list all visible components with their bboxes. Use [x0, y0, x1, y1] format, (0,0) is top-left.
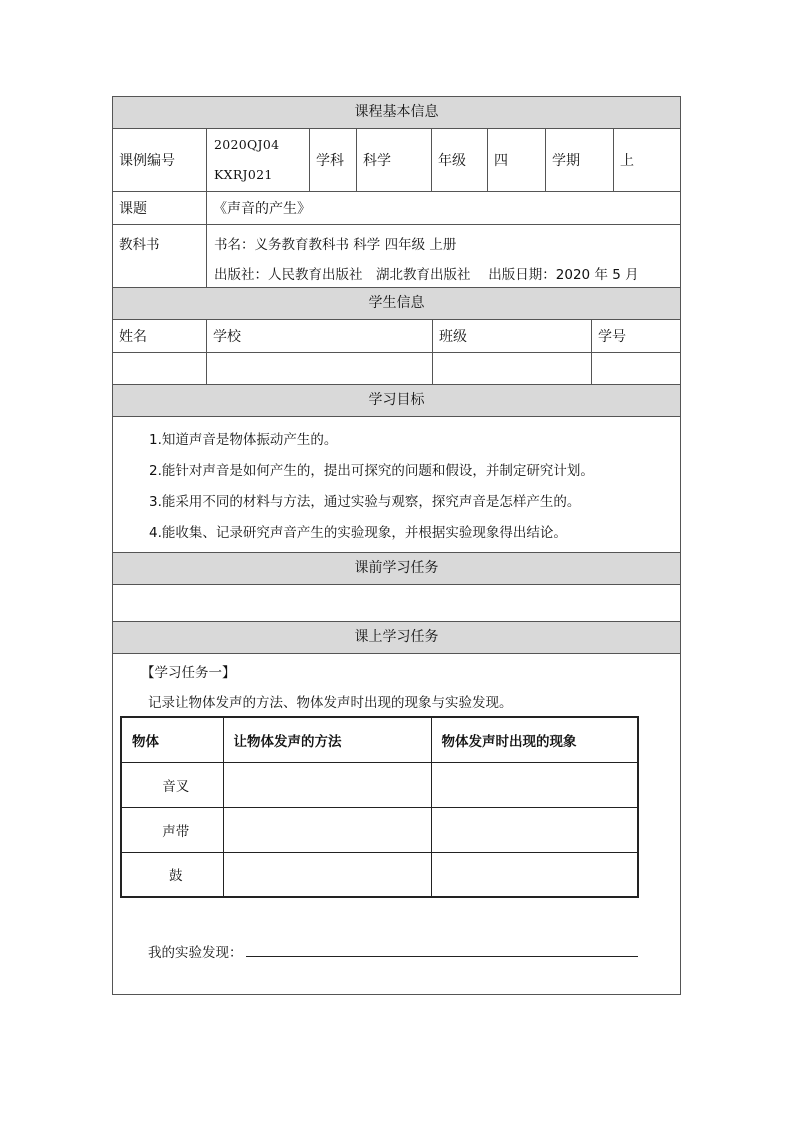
class-label: 班级: [433, 320, 592, 352]
textbook-label-cell: [113, 225, 207, 287]
topic-row: [113, 192, 680, 225]
pre-class-task-area[interactable]: [113, 585, 680, 622]
case-no-label: 课例编号: [113, 129, 207, 191]
subject-value: 科学: [357, 129, 432, 191]
name-label: 姓名: [113, 320, 207, 352]
table-row: [121, 852, 638, 897]
header-object: 物体: [121, 717, 223, 762]
goals-block: [113, 417, 680, 553]
topic-value: 《声音的产生》: [213, 201, 311, 217]
textbook-line2: 出版社：人民教育出版社 湖北教育出版社 出版日期：2020 年 5 月: [214, 267, 639, 283]
student-labels-row: [113, 320, 680, 353]
student-values-row: [113, 353, 680, 385]
term-label: 学期: [546, 129, 614, 191]
case-no-line1: 2020QJ04: [214, 137, 280, 152]
method-cell[interactable]: [223, 852, 431, 897]
phenomenon-cell[interactable]: [431, 807, 638, 852]
phenomenon-cell[interactable]: [431, 762, 638, 807]
goal-item: 4.能收集、记录研究声音产生的实验现象，并根据实验现象得出结论。: [149, 525, 567, 541]
method-cell[interactable]: [223, 807, 431, 852]
textbook-line1: 书名：义务教育教科书 科学 四年级 上册: [214, 237, 457, 253]
goal-item: 2.能针对声音是如何产生的，提出可探究的问题和假设，并制定研究计划。: [149, 463, 594, 479]
textbook-row: [113, 225, 680, 288]
object-cell: 音叉: [121, 762, 223, 807]
record-table: [120, 716, 639, 898]
goal-item: 1.知道声音是物体振动产生的。: [149, 432, 338, 448]
student-id-label: 学号: [598, 329, 626, 345]
section-header-student: 学生信息: [113, 288, 680, 320]
school-label: 学校: [207, 320, 433, 352]
header-phenomenon: 物体发声时出现的现象: [431, 717, 638, 762]
section-header-pre-class: 课前学习任务: [113, 553, 680, 585]
table-row: [121, 762, 638, 807]
name-field[interactable]: [113, 353, 207, 384]
method-cell[interactable]: [223, 762, 431, 807]
school-field[interactable]: [207, 353, 433, 384]
task-instruction: 记录让物体发声的方法、物体发声时出现的现象与实验发现。: [148, 695, 513, 711]
course-info-row: [113, 129, 680, 192]
case-no-value: [207, 129, 310, 191]
student-id-field[interactable]: [592, 353, 680, 384]
section-header-in-class: 课上学习任务: [113, 622, 680, 654]
grade-value: 四: [488, 129, 546, 191]
case-no-line2: KXRJ021: [214, 167, 273, 182]
worksheet: [112, 96, 681, 995]
table-header-row: [121, 717, 638, 762]
phenomenon-cell[interactable]: [431, 852, 638, 897]
section-header-goals: 学习目标: [113, 385, 680, 417]
class-field[interactable]: [433, 353, 592, 384]
section-header-basic: 课程基本信息: [113, 97, 680, 129]
textbook-label: 教科书: [119, 237, 160, 253]
header-method: 让物体发声的方法: [223, 717, 431, 762]
finding-label: 我的实验发现：: [148, 945, 243, 961]
grade-label: 年级: [432, 129, 488, 191]
goal-item: 3.能采用不同的材料与方法，通过实验与观察，探究声音是怎样产生的。: [149, 494, 581, 510]
topic-label: 课题: [113, 192, 207, 224]
textbook-value: [207, 225, 680, 287]
object-cell: 鼓: [121, 852, 223, 897]
object-cell: 声带: [121, 807, 223, 852]
task-title: 【学习任务一】: [141, 665, 236, 681]
subject-label: 学科: [310, 129, 357, 191]
table-row: [121, 807, 638, 852]
term-value: 上: [620, 153, 634, 169]
finding-answer-line[interactable]: [246, 956, 638, 957]
